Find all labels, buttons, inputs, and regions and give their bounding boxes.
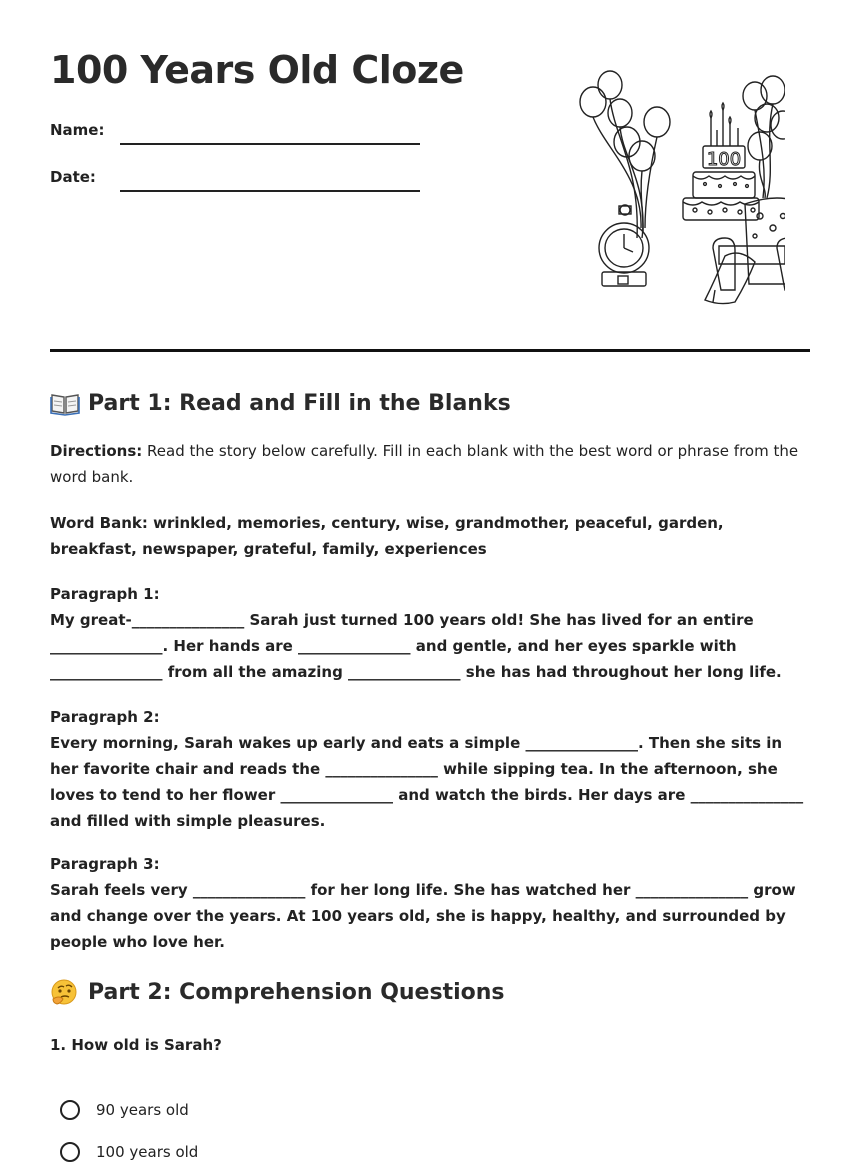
directions-label: Directions:	[50, 442, 143, 460]
paragraph-1	[50, 581, 810, 685]
paragraph-label: Paragraph 3:	[50, 855, 160, 873]
thinking-face-icon	[50, 979, 80, 1005]
svg-text:100: 100	[706, 149, 742, 170]
name-line[interactable]	[120, 143, 420, 145]
part2-heading	[50, 979, 505, 1005]
paragraph-text: Every morning, Sarah wakes up early and eats a simple _______________. Then she sits in her favorite chair and reads the _______________ while sipping tea. In the afternoon, she loves to tend to her flower _______________ and watch the birds. Her days are _______________ and filled with simple pleasures.	[50, 734, 804, 830]
option-label: 100 years old	[96, 1143, 199, 1161]
name-field	[50, 121, 104, 139]
paragraph-text: Sarah feels very _______________ for her long life. She has watched her _______________ grow and change over the years. At 100 years old, she is happy, healthy, and surrounded by people who love her.	[50, 881, 796, 951]
directions-text: Read the story below carefully. Fill in each blank with the best word or phrase from the word bank.	[50, 442, 799, 486]
radio-circle[interactable]	[60, 1100, 80, 1120]
date-label: Date:	[50, 168, 96, 186]
directions	[50, 438, 810, 490]
paragraph-label: Paragraph 1:	[50, 585, 160, 603]
date-field	[50, 168, 96, 186]
paragraph-label: Paragraph 2:	[50, 708, 160, 726]
part2-heading-text: Part 2: Comprehension Questions	[88, 979, 505, 1005]
page-title: 100 Years Old Cloze	[50, 48, 464, 92]
word-bank: Word Bank: wrinkled, memories, century, wise, grandmother, peaceful, garden, breakfast, newspaper, grateful, family, experiences	[50, 514, 724, 558]
divider	[50, 349, 810, 352]
name-label: Name:	[50, 121, 105, 139]
radio-circle[interactable]	[60, 1142, 80, 1162]
option-100-years[interactable]	[60, 1142, 198, 1162]
part1-heading-text: Part 1: Read and Fill in the Blanks	[88, 390, 511, 416]
question-1: 1. How old is Sarah?	[50, 1036, 222, 1054]
option-label: 90 years old	[96, 1101, 189, 1119]
birthday-illustration-icon	[545, 68, 785, 310]
paragraph-2	[50, 704, 810, 834]
option-90-years[interactable]	[60, 1100, 189, 1120]
date-line[interactable]	[120, 190, 420, 192]
paragraph-text: My great-_______________ Sarah just turned 100 years old! She has lived for an entire _______________. Her hands are _______________ and gentle, and her eyes sparkle with _______________ from all the amazing _______________ she has had throughout her long life.	[50, 611, 782, 681]
part1-heading	[50, 390, 511, 416]
paragraph-3	[50, 851, 810, 955]
open-book-icon	[50, 390, 80, 416]
